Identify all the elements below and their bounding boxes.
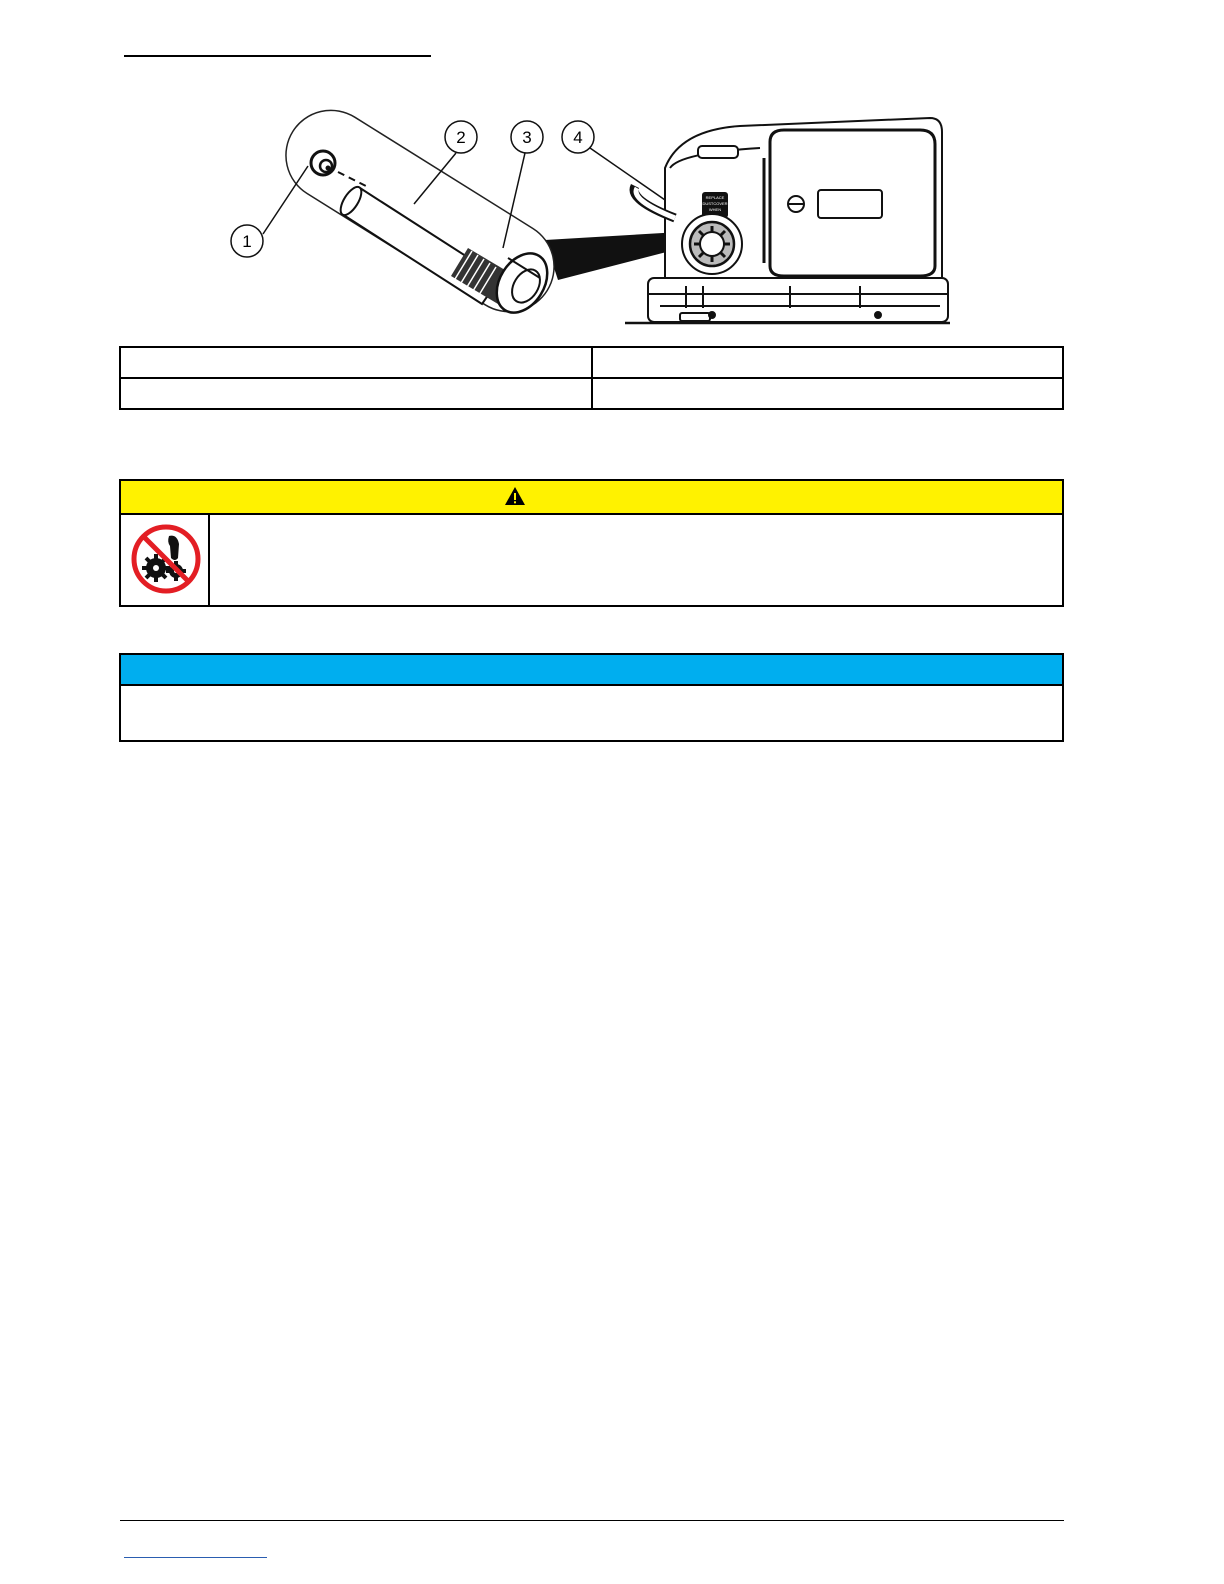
label-line-3: WHEN <box>708 207 722 212</box>
warning-box <box>119 479 1064 607</box>
callout-3-label: 3 <box>522 128 532 147</box>
pinch-point-hazard-icon <box>131 524 201 594</box>
callout-1-label: 1 <box>242 232 252 251</box>
label-line-2: DUSTCOVER <box>702 201 728 206</box>
callout-legend-table <box>119 346 1064 410</box>
plug-part <box>311 151 335 175</box>
table-row <box>120 347 1063 378</box>
callout-4-label: 4 <box>573 128 583 147</box>
header-rule <box>124 55 431 57</box>
desiccant-cartridge-figure <box>120 108 1064 330</box>
legend-cell <box>592 347 1064 378</box>
table-row <box>120 378 1063 409</box>
callout-2-label: 2 <box>456 128 466 147</box>
warning-icon-cell <box>121 515 210 605</box>
legend-cell <box>120 378 592 409</box>
legend-cell <box>120 347 592 378</box>
footer-link-underline[interactable] <box>124 1557 267 1558</box>
notice-box <box>119 653 1064 742</box>
notice-header <box>121 655 1062 686</box>
desiccant-port <box>682 214 742 274</box>
footer-rule <box>120 1520 1064 1521</box>
legend-cell <box>592 378 1064 409</box>
warning-header <box>121 481 1062 515</box>
warning-triangle-icon <box>504 486 526 506</box>
label-line-1: REPLACE <box>705 195 725 200</box>
